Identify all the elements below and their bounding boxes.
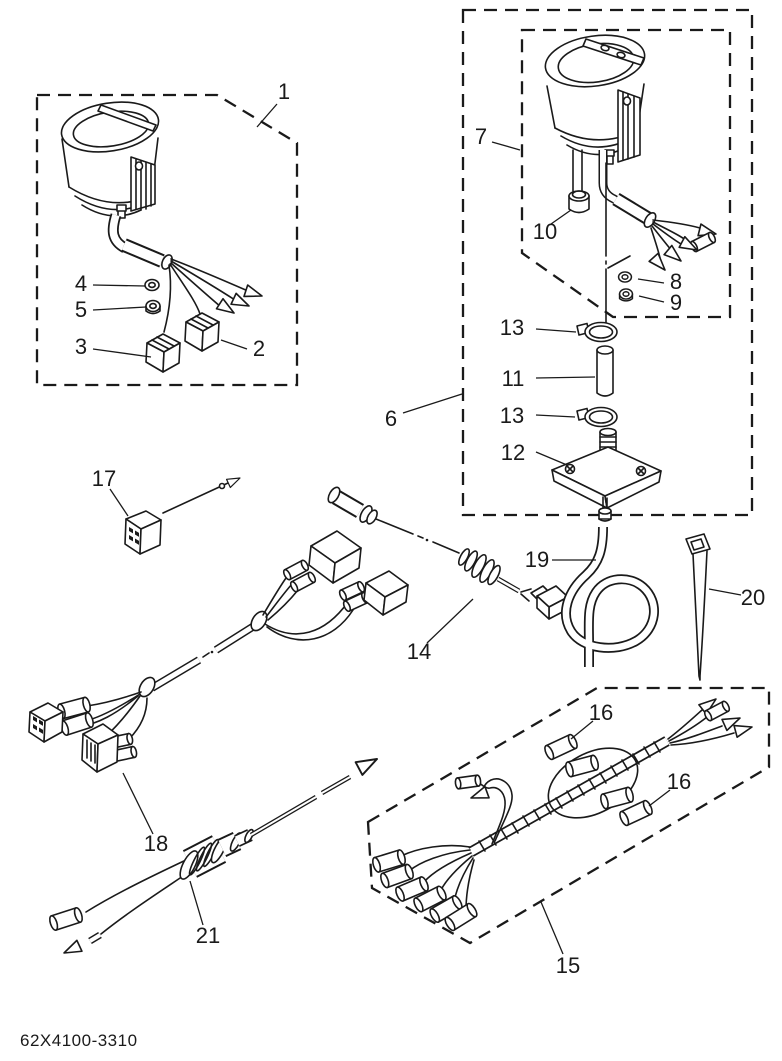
part-13-clamp-upper	[577, 323, 617, 342]
leader-9	[639, 296, 664, 302]
leader-20	[709, 589, 741, 595]
callout-17: 17	[91, 466, 117, 491]
leader-4	[93, 285, 145, 286]
drawing-number: 62X4100-3310	[20, 1031, 138, 1050]
part-12-speedo-sender	[552, 429, 661, 522]
hub-connector	[564, 755, 599, 778]
wire-terminal-sleeve	[48, 907, 83, 931]
leader-3	[93, 349, 151, 357]
tachometer-gauge	[58, 96, 162, 218]
callout-7: 7	[474, 124, 488, 149]
gauge-1-harness	[113, 215, 264, 332]
part-11-tube	[597, 346, 613, 396]
part-21-cable	[48, 753, 380, 959]
part-18-harness	[29, 531, 408, 856]
wire-terminal-cone	[469, 787, 489, 804]
leader-2	[221, 340, 247, 349]
wire-terminal-cone	[649, 253, 669, 274]
leader-7	[492, 142, 520, 150]
leader-8	[638, 279, 664, 283]
leader-13a	[536, 329, 576, 332]
callout-19: 19	[524, 547, 550, 572]
callout-16a: 16	[588, 700, 614, 725]
sub-harness-box-15	[368, 688, 769, 978]
callout-11: 11	[501, 366, 525, 391]
four-pin-connector	[29, 703, 63, 742]
wire-terminal-cone	[734, 721, 754, 737]
speedometer-kit-box-6	[385, 10, 752, 521]
callout-4: 4	[74, 271, 88, 296]
wire-terminal-cone	[244, 285, 264, 302]
callout-8: 8	[669, 269, 683, 294]
part-14-sensor-cable	[326, 485, 568, 664]
part-20-cable-tie	[686, 534, 765, 680]
callout-13a: 13	[499, 315, 525, 340]
callout-15: 15	[555, 953, 581, 978]
callout-10: 10	[532, 219, 558, 244]
leader-11	[536, 377, 595, 378]
callout-12: 12	[500, 440, 526, 465]
part-17-connector	[92, 466, 242, 554]
leader-6	[403, 394, 462, 413]
callout-1: 1	[277, 79, 291, 104]
meter-assembly-box-1	[37, 79, 297, 385]
part-8-washer	[619, 272, 632, 282]
arrow-tip	[227, 474, 242, 488]
part-10-cap	[569, 191, 589, 213]
callout-20: 20	[740, 585, 766, 610]
callout-2: 2	[252, 336, 266, 361]
arrow-tip	[356, 753, 381, 775]
callout-18: 18	[143, 831, 169, 856]
callout-16b: 16	[666, 769, 692, 794]
callout-3: 3	[74, 334, 88, 359]
leader-12	[536, 452, 567, 465]
speedometer-gauge	[542, 29, 648, 164]
callout-14: 14	[406, 639, 432, 664]
harness-connector-a	[309, 531, 361, 583]
leader-5	[93, 307, 146, 310]
leader-17	[110, 489, 128, 516]
part-9-nut	[620, 289, 633, 301]
leader-21	[190, 881, 203, 925]
part-2-connector	[185, 313, 219, 351]
wire-terminal-cone	[61, 940, 81, 958]
callout-21: 21	[195, 923, 221, 948]
hub-connector	[599, 787, 634, 810]
leader-13b	[536, 415, 575, 417]
part-3-connector	[146, 334, 180, 372]
leader-14	[427, 599, 473, 643]
callout-6: 6	[384, 406, 398, 431]
part-4-washer	[145, 280, 159, 291]
leader-15	[541, 902, 563, 954]
wire-terminal-sleeve	[455, 775, 481, 789]
callout-9: 9	[669, 290, 683, 315]
part-13-clamp-lower	[577, 408, 617, 427]
part-5-nut	[146, 301, 160, 314]
callout-5: 5	[74, 297, 88, 322]
leader-18	[123, 773, 153, 834]
callout-13b: 13	[499, 403, 525, 428]
leader-1	[257, 104, 277, 127]
harness-connector-b	[364, 571, 408, 615]
